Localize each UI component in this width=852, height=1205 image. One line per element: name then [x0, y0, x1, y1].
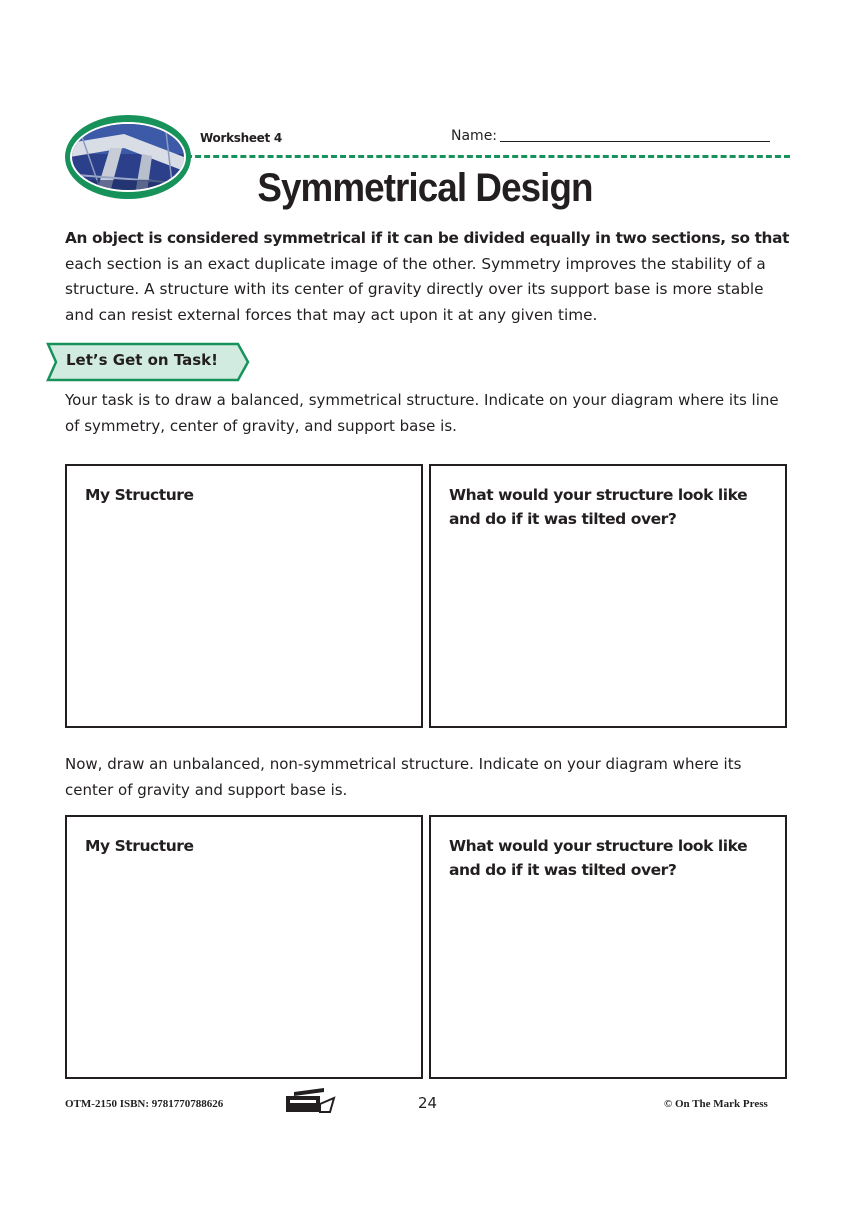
intro-paragraph: [65, 226, 790, 328]
task-banner-label: Let’s Get on Task!: [66, 351, 218, 369]
my-structure-drawing-box[interactable]: [65, 464, 423, 728]
footer-copyright: © On The Mark Press: [664, 1098, 768, 1110]
box-label: My Structure: [85, 486, 194, 504]
box-label: What would your structure look like and do if it was tilted over?: [449, 486, 748, 528]
name-label: Name:: [451, 128, 498, 144]
unbalanced-instructions: Now, draw an unbalanced, non-symmetrical structure. Indicate on your diagram where its center of gravity and support base is.: [65, 755, 742, 799]
structure-photo-logo: [64, 114, 192, 200]
worksheet-label: Worksheet 4: [200, 131, 282, 145]
book-icon: [284, 1088, 336, 1116]
task-instructions: Your task is to draw a balanced, symmetrical structure. Indicate on your diagram where its line of symmetry, center of gravity, and support base is.: [65, 391, 779, 435]
my-structure-drawing-box-2[interactable]: [65, 815, 423, 1079]
intro-body-text: each section is an exact duplicate image of the other. Symmetry improves the stability of a structure. A structure with its center of gravity directly over its support base is more stable and can resist external forces that may act upon it at any given time.: [65, 254, 766, 324]
header-dashed-divider: [186, 155, 790, 158]
box-label: What would your structure look like and do if it was tilted over?: [449, 837, 748, 879]
tilted-structure-answer-box[interactable]: [429, 464, 787, 728]
page-title: Symmetrical Design: [257, 166, 593, 210]
name-field-line[interactable]: [500, 141, 770, 142]
intro-lead-text: An object is considered symmetrical if it can be divided equally in two sections, so that: [65, 229, 790, 247]
page-number: 24: [418, 1094, 438, 1112]
box-label: My Structure: [85, 837, 194, 855]
tilted-structure-answer-box-2[interactable]: [429, 815, 787, 1079]
footer-isbn: OTM-2150 ISBN: 9781770788626: [65, 1098, 224, 1110]
